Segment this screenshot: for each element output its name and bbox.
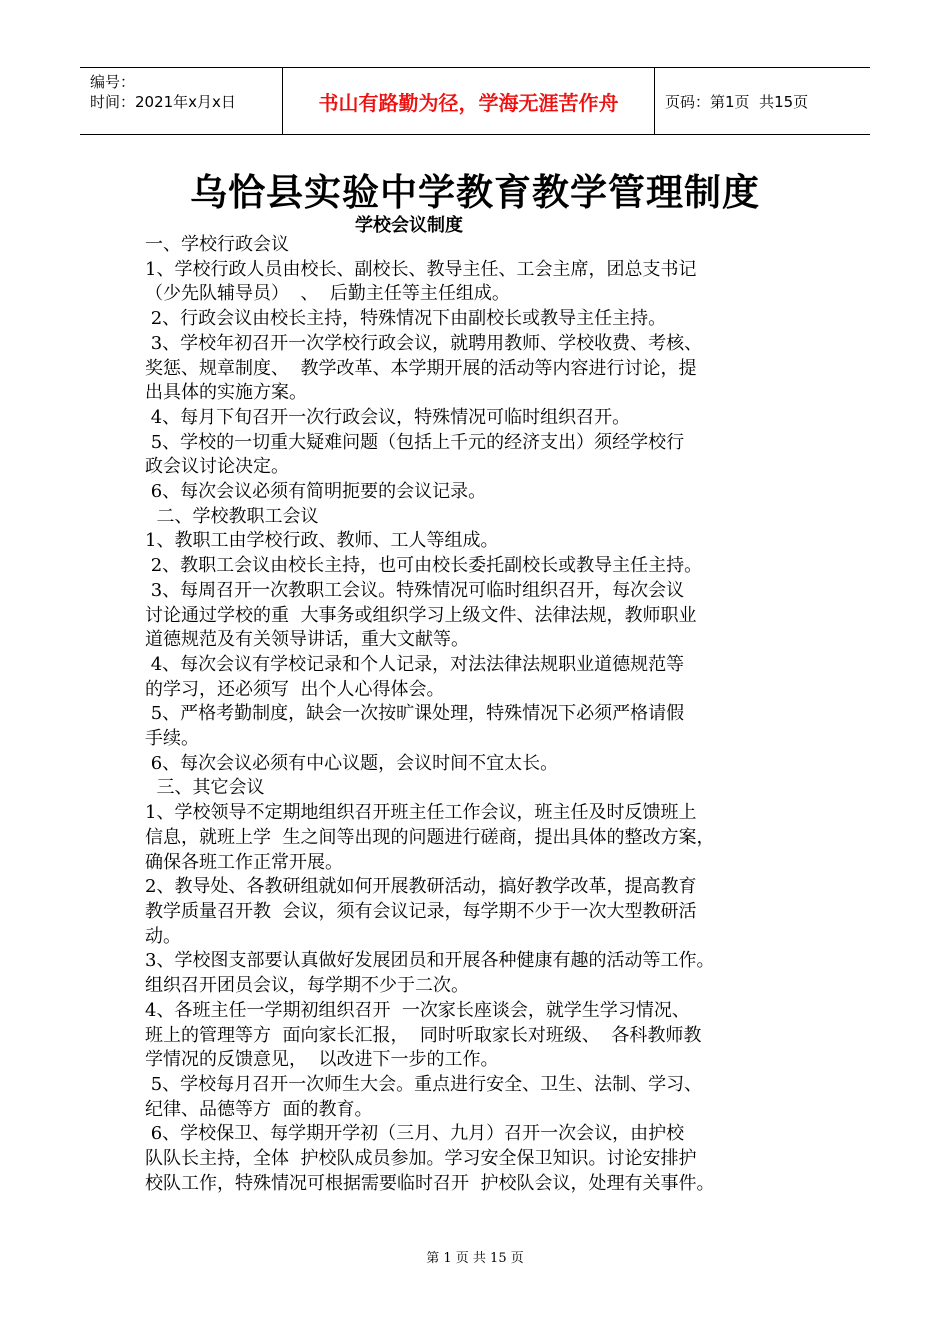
header-motto: 书山有路勤为径，学海无涯苦作舟 [283, 68, 655, 134]
body-line: 学情况的反馈意见， 以改进下一步的工作。 [145, 1049, 499, 1071]
time-label: 时间：2021年x月x日 [90, 93, 236, 111]
body-line: 3、学校年初召开一次学校行政会议，就聘用教师、学校收费、考核、 [145, 332, 703, 354]
body-line: 2、行政会议由校长主持，特殊情况下由副校长或教导主任主持。 [145, 308, 667, 330]
document-body [145, 233, 810, 1196]
body-line: 5、严格考勤制度，缺会一次按旷课处理，特殊情况下必须严格请假 [145, 703, 685, 725]
body-line: 出具体的实施方案。 [145, 382, 307, 404]
body-line: 二、学校教职工会议 [145, 505, 319, 527]
body-line: 手续。 [145, 728, 199, 750]
body-line: 2、教职工会议由校长主持，也可由校长委托副校长或教导主任主持。 [145, 555, 703, 577]
header-page-info [655, 68, 870, 134]
body-line: 道德规范及有关领导讲话，重大文献等。 [145, 629, 469, 651]
body-line: 政会议讨论决定。 [145, 456, 289, 478]
body-line: 教学质量召开教 会议，须有会议记录，每学期不少于一次大型教研活 [145, 900, 697, 922]
body-line: 1、教职工由学校行政、教师、工人等组成。 [145, 530, 499, 552]
body-line: 6、每次会议必须有中心议题，会议时间不宜太长。 [145, 752, 559, 774]
header-meta [80, 68, 283, 134]
body-line: 校队工作，特殊情况可根据需要临时召开 护校队会议，处理有关事件。 [145, 1172, 715, 1194]
body-line: 三、其它会议 [145, 777, 265, 799]
body-line: 班上的管理等方 面向家长汇报， 同时听取家长对班级、 各科教师教 [145, 1024, 702, 1046]
body-line: （少先队辅导员） 、 后勤主任等主任组成。 [145, 283, 510, 305]
body-line: 3、每周召开一次教职工会议。特殊情况可临时组织召开，每次会议 [145, 579, 685, 601]
body-line: 4、每月下旬召开一次行政会议，特殊情况可临时组织召开。 [145, 406, 631, 428]
body-line: 5、学校的一切重大疑难问题（包括上千元的经济支出）须经学校行 [145, 431, 685, 453]
body-line: 组织召开团员会议，每学期不少于二次。 [145, 975, 469, 997]
body-line: 动。 [145, 925, 181, 947]
body-line: 讨论通过学校的重 大事务或组织学习上级文件、法律法规，教师职业 [145, 604, 697, 626]
body-line: 队队长主持，全体 护校队成员参加。学习安全保卫知识。讨论安排护 [145, 1148, 697, 1170]
body-line: 1、学校行政人员由校长、副校长、教导主任、工会主席，团总支书记 [145, 258, 697, 280]
body-line: 纪律、品德等方 面的教育。 [145, 1098, 373, 1120]
document-subtitle: 学校会议制度 [355, 215, 463, 236]
body-line: 6、学校保卫、每学期开学初（三月、九月）召开一次会议，由护校 [145, 1123, 685, 1145]
body-line: 4、每次会议有学校记录和个人记录，对法法律法规职业道德规范等 [145, 653, 685, 675]
number-label: 编号： [90, 73, 136, 91]
page-footer: 第 1 页 共 15 页 [426, 1251, 524, 1266]
document-title: 乌恰县实验中学教育教学管理制度 [190, 171, 760, 214]
body-line: 4、各班主任一学期初组织召开 一次家长座谈会，就学生学习情况、 [145, 999, 690, 1021]
body-line: 3、学校图支部要认真做好发展团员和开展各种健康有趣的活动等工作。 [145, 950, 715, 972]
body-line: 1、学校领导不定期地组织召开班主任工作会议，班主任及时反馈班上 [145, 802, 697, 824]
body-line: 奖惩、规章制度、 教学改革、本学期开展的活动等内容进行讨论，提 [145, 357, 697, 379]
body-line: 的学习，还必须写 出个人心得体会。 [145, 678, 445, 700]
body-line: 信息，就班上学 生之间等出现的问题进行磋商，提出具体的整改方案， [145, 826, 715, 848]
page-info-text: 页码：第1页 共15页 [665, 92, 809, 111]
body-line: 5、学校每月召开一次师生大会。重点进行安全、卫生、法制、学习、 [145, 1073, 703, 1095]
body-line: 一、学校行政会议 [145, 234, 289, 255]
body-line: 6、每次会议必须有简明扼要的会议记录。 [145, 481, 487, 503]
body-line: 确保各班工作正常开展。 [145, 851, 343, 873]
page-header [80, 67, 870, 135]
body-line: 2、教导处、各教研组就如何开展教研活动，搞好教学改革，提高教育 [145, 876, 697, 898]
